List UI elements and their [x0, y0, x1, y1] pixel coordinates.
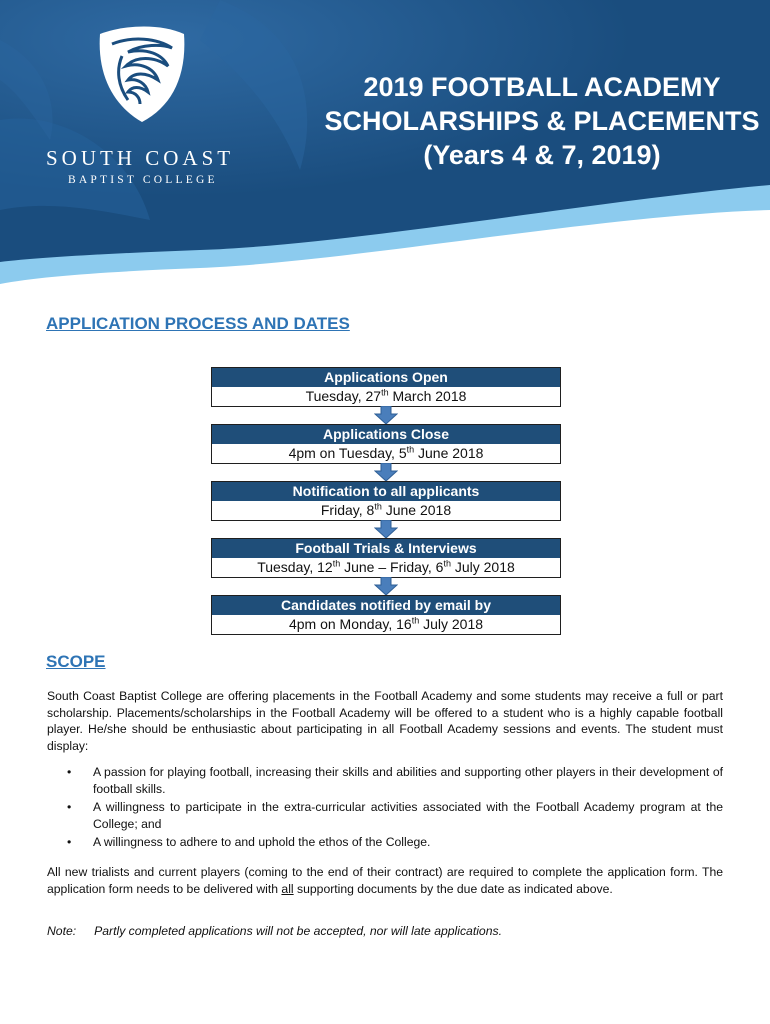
scope-bullet-list — [47, 764, 723, 853]
application-heading: APPLICATION PROCESS AND DATES — [46, 314, 350, 333]
step-date: Tuesday, 12th June – Friday, 6th July 2018 — [257, 558, 515, 575]
step-applications-close — [211, 424, 561, 464]
step-heading: Football Trials & Interviews — [212, 539, 560, 558]
list-item: • A willingness to adhere to and uphold the ethos of the College. — [67, 835, 431, 849]
college-shield-logo — [92, 26, 192, 126]
step-heading: Applications Close — [212, 425, 560, 444]
step-trials-interviews — [211, 538, 561, 578]
step-heading: Applications Open — [212, 368, 560, 387]
timeline — [211, 367, 561, 635]
emphasis-all: all — [281, 881, 294, 896]
down-arrow-icon — [211, 578, 561, 595]
bullet-icon: • — [67, 835, 72, 849]
down-arrow-icon — [211, 521, 561, 538]
title-line-2: SCHOLARSHIPS & PLACEMENTS — [324, 106, 760, 136]
list-item: • A willingness to participate in the extra-curricular activities associated with the Football Academy program at the College; and — [67, 800, 723, 831]
step-heading: Candidates notified by email by — [212, 596, 560, 615]
application-form-paragraph: All new trialists and current players (coming to the end of their contract) are required to complete the application form. The application form needs to be delivered with all supporting documents by the due date as indicated above. — [47, 865, 723, 896]
step-applications-open — [211, 367, 561, 407]
title-line-1: 2019 FOOTBALL ACADEMY — [363, 72, 721, 102]
step-date: Friday, 8th June 2018 — [320, 501, 452, 518]
step-heading: Notification to all applicants — [212, 482, 560, 501]
note-text: Partly completed applications will not be accepted, nor will late applications. — [94, 924, 502, 938]
note — [47, 924, 723, 938]
down-arrow-icon — [211, 464, 561, 481]
header-banner — [0, 0, 770, 300]
logo-wordmark: SOUTH COAST — [46, 146, 235, 170]
logo-subtitle: BAPTIST COLLEGE — [68, 174, 218, 186]
step-date: 4pm on Monday, 16th July 2018 — [288, 615, 484, 632]
step-date: Tuesday, 27th March 2018 — [305, 387, 467, 404]
scope-intro: South Coast Baptist College are offering placements in the Football Academy and some students may receive a full or part scholarship. Placements/scholarships in the Football Academy will be offered to a student who is a highly capable football player. He/she should be enthusiastic about participating in all Football Academy sessions and events. The student must display: — [47, 689, 723, 753]
page-title — [322, 70, 762, 172]
step-candidates-notified — [211, 595, 561, 635]
note-label: Note: — [47, 924, 77, 938]
scope-heading: SCOPE — [46, 652, 106, 671]
bullet-icon: • — [67, 800, 72, 814]
title-line-3: (Years 4 & 7, 2019) — [423, 140, 661, 170]
step-date: 4pm on Tuesday, 5th June 2018 — [288, 444, 484, 461]
step-notification — [211, 481, 561, 521]
down-arrow-icon — [211, 407, 561, 424]
bullet-icon: • — [67, 765, 72, 779]
list-item: • A passion for playing football, increasing their skills and abilities and supporting other players in their development of football skills. — [67, 765, 723, 796]
